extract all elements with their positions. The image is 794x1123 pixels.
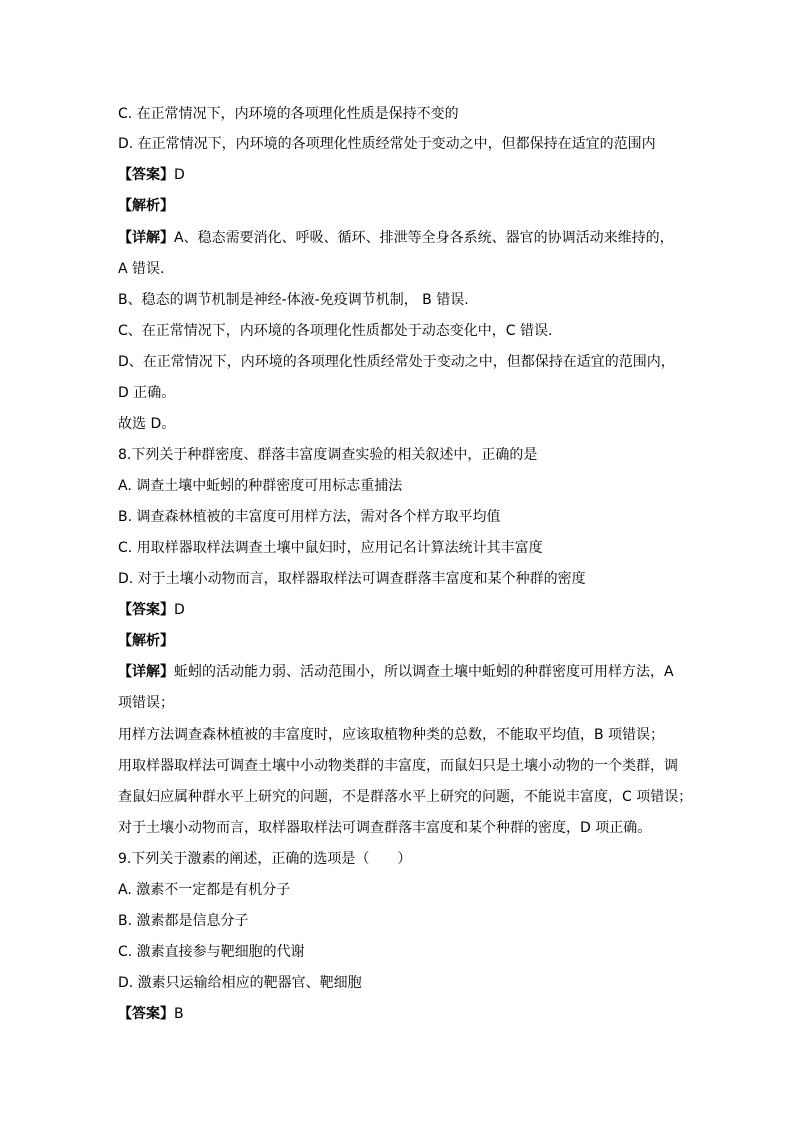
text: A 错误.	[118, 261, 165, 277]
detail-text: 蚯蚓的活动能力弱、活动范围小，所以调查土壤中蚯蚓的种群密度可用样方法，A	[174, 664, 674, 680]
paragraph-line	[118, 290, 678, 310]
analysis-label: 【解析】	[118, 198, 174, 214]
question-9-option-c	[118, 942, 678, 962]
text: C、在正常情况下，内环境的各项理化性质都处于动态变化中，C 错误.	[118, 323, 553, 339]
text: 查鼠妇应属种群水平上研究的问题，不是群落水平上研究的问题，不能说丰富度，C 项错误；	[118, 789, 693, 805]
paragraph-line	[118, 693, 678, 713]
option-c-line	[118, 104, 678, 124]
question-8-option-c	[118, 538, 678, 558]
answer-value: D	[174, 167, 185, 183]
answer-value: B	[174, 1006, 184, 1022]
question-8-option-d	[118, 569, 678, 589]
text: D. 在正常情况下，内环境的各项理化性质经常处于变动之中，但都保持在适宜的范围内	[118, 136, 656, 152]
answer-value: D	[174, 602, 185, 618]
text: D 正确。	[118, 385, 176, 401]
detail-line	[118, 662, 678, 682]
detail-line	[118, 228, 678, 248]
text: 用取样器取样法可调查土壤中小动物类群的丰富度，而鼠妇只是土壤小动物的一个类群，调	[118, 758, 678, 774]
answer-label: 【答案】	[118, 1006, 174, 1022]
paragraph-line	[118, 352, 678, 372]
answer-line	[118, 1004, 678, 1024]
text: 故选 D。	[118, 416, 176, 432]
text: C. 在正常情况下，内环境的各项理化性质是保持不变的	[118, 106, 459, 122]
question-9-stem	[118, 849, 678, 869]
analysis-line	[118, 196, 678, 216]
text: D. 激素只运输给相应的靶器官、靶细胞	[118, 975, 362, 991]
text: A. 激素不一定都是有机分子	[118, 882, 291, 898]
text: 项错误；	[118, 695, 174, 711]
text: D. 对于土壤小动物而言，取样器取样法可调查群落丰富度和某个种群的密度	[118, 571, 586, 587]
question-9-option-d	[118, 973, 678, 993]
text: A. 调查土壤中蚯蚓的种群密度可用标志重捕法	[118, 478, 403, 494]
answer-line	[118, 165, 678, 185]
text: D、在正常情况下，内环境的各项理化性质经常处于变动之中，但都保持在适宜的范围内，	[118, 354, 675, 370]
paragraph-line	[118, 787, 693, 807]
answer-label: 【答案】	[118, 602, 174, 618]
text: C. 用取样器取样法调查土壤中鼠妇时，应用记名计算法统计其丰富度	[118, 540, 543, 556]
option-d-line	[118, 134, 678, 154]
text: B、稳态的调节机制是神经-体液-免疫调节机制， B 错误.	[118, 292, 469, 308]
text: B. 调查森林植被的丰富度可用样方法，需对各个样方取平均值	[118, 509, 501, 525]
question-9-option-b	[118, 911, 678, 931]
question-8-option-b	[118, 507, 678, 527]
text: 8.下列关于种群密度、群落丰富度调查实验的相关叙述中，正确的是	[118, 447, 538, 463]
text: 9.下列关于激素的阐述，正确的选项是（ ）	[118, 851, 412, 867]
detail-label: 【详解】	[118, 230, 174, 246]
question-8-option-a	[118, 476, 678, 496]
paragraph-line	[118, 321, 678, 341]
question-9-option-a	[118, 880, 678, 900]
paragraph-line	[118, 414, 678, 434]
paragraph-line	[118, 259, 678, 279]
answer-line	[118, 600, 678, 620]
detail-label: 【详解】	[118, 664, 174, 680]
paragraph-line	[118, 725, 678, 745]
text: 对于土壤小动物而言，取样器取样法可调查群落丰富度和某个种群的密度，D 项正确。	[118, 820, 652, 836]
detail-text: A、稳态需要消化、呼吸、循环、排泄等全身各系统、器官的协调活动来维持的，	[174, 230, 674, 246]
text: 用样方法调查森林植被的丰富度时，应该取植物种类的总数，不能取平均值，B 项错误；	[118, 727, 665, 743]
paragraph-line	[118, 818, 678, 838]
text: C. 激素直接参与靶细胞的代谢	[118, 944, 305, 960]
analysis-line	[118, 631, 678, 651]
paragraph-line	[118, 383, 678, 403]
answer-label: 【答案】	[118, 167, 174, 183]
paragraph-line	[118, 756, 678, 776]
text: B. 激素都是信息分子	[118, 913, 249, 929]
analysis-label: 【解析】	[118, 633, 174, 649]
question-8-stem	[118, 445, 678, 465]
